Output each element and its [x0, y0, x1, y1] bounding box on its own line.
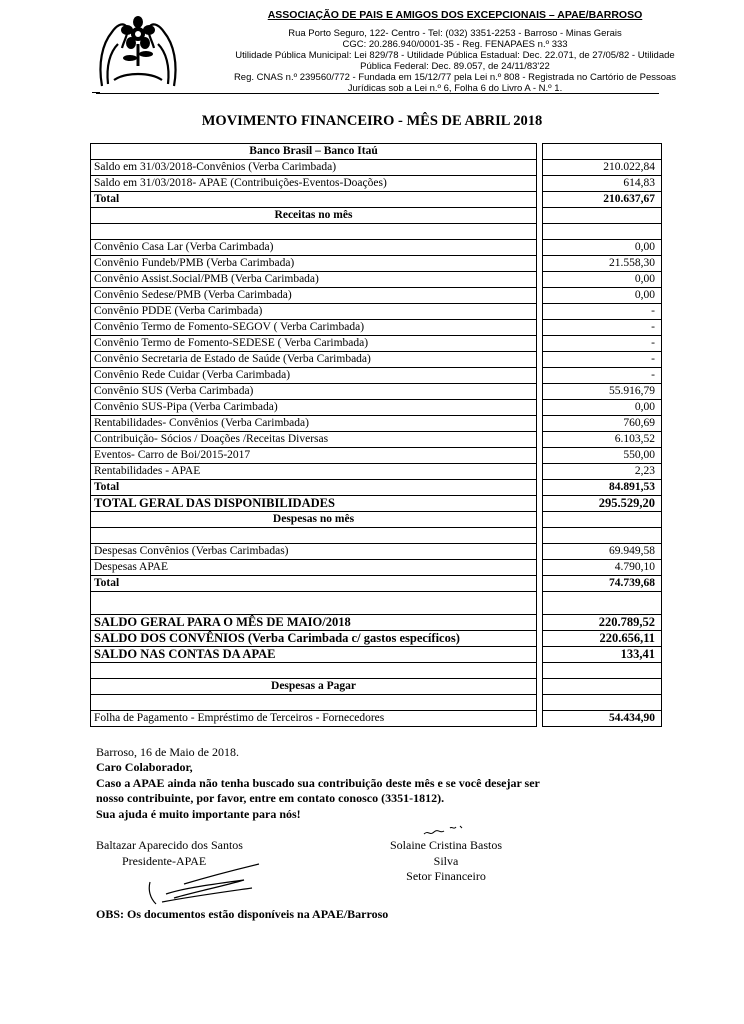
table-row — [91, 544, 662, 560]
table-row — [91, 448, 662, 464]
row-value: 295.529,20 — [543, 496, 662, 512]
section-header-row — [91, 512, 662, 528]
signer-role: Setor Financeiro — [406, 869, 486, 883]
row-label: Saldo em 31/03/2018-Convênios (Verba Carimbada) — [91, 160, 537, 176]
total-row — [91, 192, 662, 208]
row-value: 614,83 — [543, 176, 662, 192]
section-header: Receitas no mês — [91, 208, 537, 224]
row-label: Convênio Assist.Social/PMB (Verba Carimbada) — [91, 272, 537, 288]
header-address: Rua Porto Seguro, 122- Centro - Tel: (032) 3351-2253 - Barroso - Minas Gerais — [288, 28, 622, 39]
row-value: 54.434,90 — [543, 711, 662, 727]
row-value: 84.891,53 — [543, 480, 662, 496]
message-line: Caso a APAE ainda não tenha buscado sua contribuição deste mês e se você desejar ser — [96, 775, 540, 790]
saldo-apae-row — [91, 647, 662, 663]
section-header-row — [91, 144, 662, 160]
header-rule — [96, 93, 659, 94]
blank-row — [91, 528, 662, 544]
message-line: nosso contribuinte, por favor, entre em contato conosco (3351-1812). — [96, 791, 445, 805]
message-line: Caro Colaborador, — [96, 760, 193, 774]
header-cgc: CGC: 20.286.940/0001-35 - Reg. FENAPAES n.º 333 — [342, 39, 568, 50]
row-label: Convênio SUS (Verba Carimbada) — [91, 384, 537, 400]
header-registro-2: Jurídicas sob a Lei n.º 6, Folha 6 do Livro A - N.º 1. — [347, 83, 563, 94]
table-row — [91, 304, 662, 320]
row-label: Convênio Secretaria de Estado de Saúde (Verba Carimbada) — [91, 352, 537, 368]
row-value: 0,00 — [543, 288, 662, 304]
table-row — [91, 416, 662, 432]
table-row — [91, 432, 662, 448]
row-value: 133,41 — [543, 647, 662, 663]
row-label: Contribuição- Sócios / Doações /Receitas Diversas — [91, 432, 537, 448]
row-label: Total — [91, 576, 537, 592]
row-label: Convênio Termo de Fomento-SEGOV ( Verba Carimbada) — [91, 320, 537, 336]
row-label: SALDO GERAL PARA O MÊS DE MAIO/2018 — [91, 615, 537, 631]
blank-row — [91, 224, 662, 240]
row-label: SALDO DOS CONVÊNIOS (Verba Carimbada c/ gastos específicos) — [91, 631, 537, 647]
row-value: - — [543, 352, 662, 368]
row-label: Despesas APAE — [91, 560, 537, 576]
blank-row — [91, 663, 662, 679]
row-label: Convênio PDDE (Verba Carimbada) — [91, 304, 537, 320]
initials-scribble-icon — [420, 822, 470, 838]
row-value: 55.916,79 — [543, 384, 662, 400]
table-row — [91, 240, 662, 256]
footer-message — [96, 760, 656, 822]
row-label: Rentabilidades- Convênios (Verba Carimbada) — [91, 416, 537, 432]
header-utilidade-2: Pública Federal: Dec. 89.057, de 24/11/83'22 — [360, 61, 550, 72]
section-header-row — [91, 208, 662, 224]
row-value: - — [543, 320, 662, 336]
obs-note: OBS: Os documentos estão disponíveis na APAE/Barroso — [96, 907, 389, 921]
total-row — [91, 576, 662, 592]
saldo-geral-row — [91, 615, 662, 631]
table-row — [91, 368, 662, 384]
row-label: Folha de Pagamento - Empréstimo de Terceiros - Fornecedores — [91, 711, 537, 727]
blank-row — [91, 695, 662, 711]
total-row — [91, 480, 662, 496]
row-value: 220.789,52 — [543, 615, 662, 631]
row-label: Convênio Sedese/PMB (Verba Carimbada) — [91, 288, 537, 304]
financial-table — [90, 143, 662, 727]
row-label: Eventos- Carro de Boi/2015-2017 — [91, 448, 537, 464]
total-geral-row — [91, 496, 662, 512]
section-header: Despesas a Pagar — [91, 679, 537, 695]
table-row — [91, 384, 662, 400]
row-label: Despesas Convênios (Verbas Carimbadas) — [91, 544, 537, 560]
row-label: Saldo em 31/03/2018- APAE (Contribuições-Eventos-Doações) — [91, 176, 537, 192]
section-header-row — [91, 679, 662, 695]
signature-scribble-icon — [144, 858, 274, 910]
table-row — [91, 256, 662, 272]
table-row — [91, 711, 662, 727]
org-name: ASSOCIAÇÃO DE PAIS E AMIGOS DOS EXCEPCIONAIS – APAE/BARROSO — [267, 9, 643, 21]
table-row — [91, 400, 662, 416]
table-row — [91, 336, 662, 352]
table-row — [91, 320, 662, 336]
section-header: Despesas no mês — [91, 512, 537, 528]
row-value: - — [543, 368, 662, 384]
signer-name: Baltazar Aparecido dos Santos — [96, 838, 243, 852]
row-label: Convênio Fundeb/PMB (Verba Carimbada) — [91, 256, 537, 272]
header-utilidade-1: Utilidade Pública Municipal: Lei 829/78 - Utilidade Pública Estadual: Dec. 22.071, de 27/05/82 - Utilidade — [235, 50, 675, 61]
row-value: 0,00 — [543, 240, 662, 256]
header-registro-1: Reg. CNAS n.º 239560/772 - Fundada em 15/12/77 pela Lei n.º 808 - Registrada no Cartório de Pessoas — [233, 72, 677, 83]
page-title: MOVIMENTO FINANCEIRO - MÊS DE ABRIL 2018 — [201, 113, 543, 129]
row-label: Rentabilidades - APAE — [91, 464, 537, 480]
row-label: Convênio SUS-Pipa (Verba Carimbada) — [91, 400, 537, 416]
row-label: Convênio Rede Cuidar (Verba Carimbada) — [91, 368, 537, 384]
section-header: Banco Brasil – Banco Itaú — [91, 144, 537, 160]
row-label: Total — [91, 192, 537, 208]
saldo-convenios-row — [91, 631, 662, 647]
row-label: Total — [91, 480, 537, 496]
row-value: 220.656,11 — [543, 631, 662, 647]
signature-financeiro — [381, 838, 511, 885]
table-row — [91, 288, 662, 304]
row-label: Convênio Casa Lar (Verba Carimbada) — [91, 240, 537, 256]
receitas-body — [91, 240, 662, 480]
table-row — [91, 560, 662, 576]
row-value: 4.790,10 — [543, 560, 662, 576]
row-value: 760,69 — [543, 416, 662, 432]
row-value: 0,00 — [543, 400, 662, 416]
row-value: 210.637,67 — [543, 192, 662, 208]
row-label: TOTAL GERAL DAS DISPONIBILIDADES — [91, 496, 537, 512]
apae-logo-icon — [92, 14, 184, 90]
message-line: Sua ajuda é muito importante para nós! — [96, 806, 301, 821]
row-value: - — [543, 304, 662, 320]
row-value: 6.103,52 — [543, 432, 662, 448]
table-row — [91, 176, 662, 192]
row-value: - — [543, 336, 662, 352]
table-row — [91, 160, 662, 176]
row-value: 0,00 — [543, 272, 662, 288]
row-value: 210.022,84 — [543, 160, 662, 176]
row-value: 69.949,58 — [543, 544, 662, 560]
table-row — [91, 352, 662, 368]
row-value: 74.739,68 — [543, 576, 662, 592]
row-label: SALDO NAS CONTAS DA APAE — [91, 647, 537, 663]
row-value: 550,00 — [543, 448, 662, 464]
signer-name: Solaine Cristina Bastos Silva — [390, 838, 502, 868]
table-row — [91, 464, 662, 480]
signer-role: Presidente-APAE — [122, 853, 207, 868]
footer-date: Barroso, 16 de Maio de 2018. — [96, 745, 239, 759]
blank-row — [91, 592, 662, 615]
table-row — [91, 272, 662, 288]
row-label: Convênio Termo de Fomento-SEDESE ( Verba Carimbada) — [91, 336, 537, 352]
row-value: 2,23 — [543, 464, 662, 480]
row-value: 21.558,30 — [543, 256, 662, 272]
